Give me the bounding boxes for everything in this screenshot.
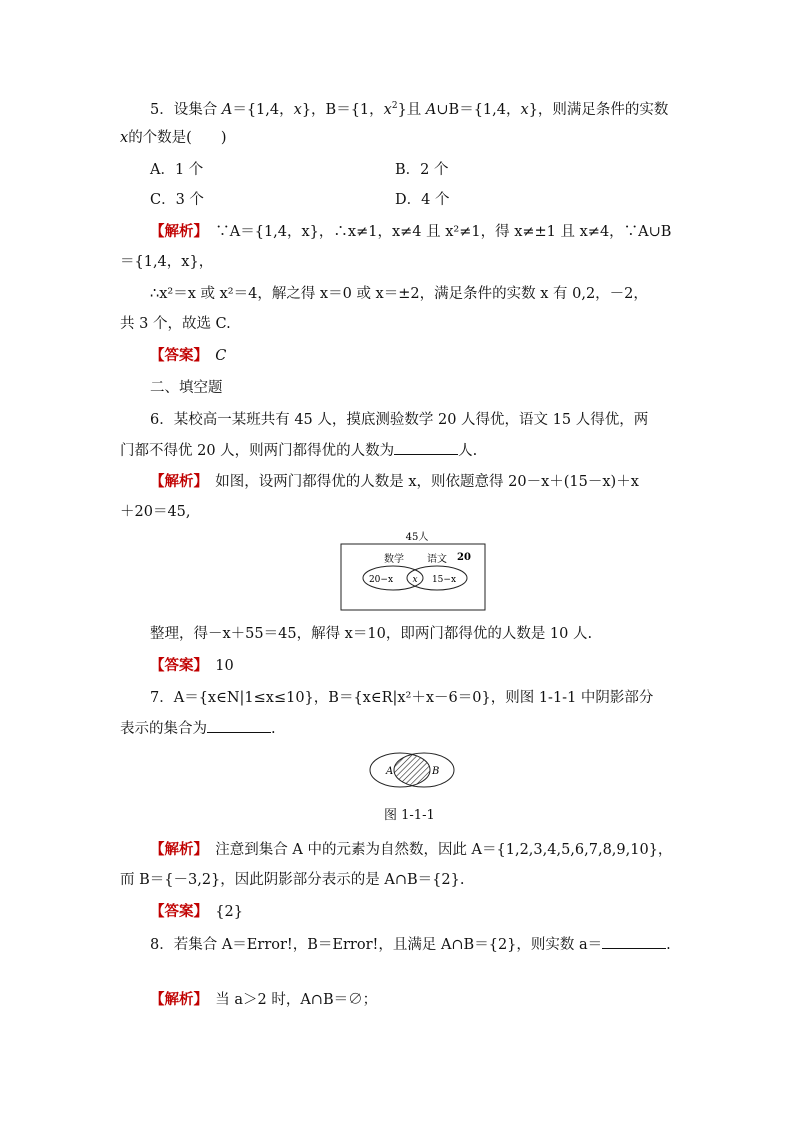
q5-stem-line2: x的个数是( ) (120, 130, 227, 146)
q5-answer: 【答案】 C (150, 347, 227, 364)
q7-figure-caption: 图 1-1-1 (384, 808, 435, 823)
q6-stem-line1: 6．某校高一某班共有 45 人，摸底测验数学 20 人得优，语文 15 人得优，两 (150, 412, 649, 428)
q5-option-d: D．4 个 (395, 192, 450, 208)
q6-venn-diagram (330, 528, 500, 614)
solution-tag: 【解析】 (150, 841, 201, 858)
q6-answer-blank (394, 440, 458, 455)
q7-answer-blank (207, 718, 271, 733)
q7-venn-diagram (362, 748, 462, 794)
fig-right-region: 15−x (431, 575, 457, 585)
q5-option-c: C．3 个 (150, 192, 204, 208)
fig-set-b-label: B (432, 766, 440, 777)
answer-tag: 【答案】 (150, 657, 201, 674)
fig-set-a-label: A (386, 766, 394, 777)
section-title-fill-blank: 二、填空题 (150, 380, 223, 396)
q5-solution-line1: 【解析】 ∵A＝{1,4，x}，∴x≠1，x≠4 且 x²≠1，得 x≠±1 且 x≠4，∵A∪B (150, 223, 672, 240)
q6-solution-line2: ＋20＝45, (120, 504, 191, 520)
q5-solution-line4: 共 3 个，故选 C. (120, 316, 231, 332)
fig-chinese-label: 语文 (427, 554, 447, 565)
q7-solution-line1: 【解析】 注意到集合 A 中的元素为自然数，因此 A＝{1,2,3,4,5,6,7,8,9,10}， (150, 841, 673, 858)
q7-answer: 【答案】 {2} (150, 903, 243, 920)
q7-solution-line2: 而 B＝{－3,2}，因此阴影部分表示的是 A∩B＝{2}. (120, 872, 465, 888)
q8-solution-line1: 【解析】 当 a＞2 时，A∩B＝∅； (150, 991, 378, 1008)
q6-solution-line3: 整理，得－x＋55＝45，解得 x＝10，即两门都得优的人数是 10 人. (150, 626, 593, 642)
q6-solution-line1: 【解析】 如图，设两门都得优的人数是 x，则依题意得 20－x＋(15－x)＋x (150, 473, 639, 490)
q5-option-a: A．1 个 (150, 162, 204, 178)
q7-stem-line2: 表示的集合为 . (120, 718, 276, 739)
fig-left-region: 20−x (368, 575, 394, 585)
solution-tag: 【解析】 (150, 223, 201, 240)
solution-tag: 【解析】 (150, 991, 201, 1008)
q6-answer: 【答案】 10 (150, 657, 234, 674)
q5-solution-line2: ＝{1,4，x}， (120, 254, 214, 270)
solution-tag: 【解析】 (150, 473, 201, 490)
q5-stem-line1: 5．设集合 A＝{1,4，x}，B＝{1，$x^2$}且 A∪B＝{1,4，x}，则满足条件的实数 (150, 101, 669, 118)
fig-intersection-region: x (412, 575, 418, 585)
answer-tag: 【答案】 (150, 347, 201, 364)
q8-stem-line1: 8．若集合 A＝Error!，B＝Error!，且满足 A∩B＝{2}，则实数 a＝ . (150, 934, 671, 955)
q5-option-b: B．2 个 (395, 162, 449, 178)
fig-outside-label: 20 (457, 552, 471, 563)
fig-math-label: 数学 (384, 554, 404, 565)
q6-stem-line2: 门都不得优 20 人，则两门都得优的人数为 人. (120, 440, 477, 461)
answer-tag: 【答案】 (150, 903, 201, 920)
q5-solution-line3: ∴x²＝x 或 x²＝4，解之得 x＝0 或 x＝±2，满足条件的实数 x 有 0,2，－2， (150, 286, 648, 302)
fig-total-label: 45人 (405, 532, 429, 543)
q8-answer-blank (602, 934, 666, 949)
q7-stem-line1: 7．A＝{x∈N|1≤x≤10}，B＝{x∈R|x²＋x－6＝0}，则图 1-1-1 中阴影部分 (150, 690, 654, 706)
